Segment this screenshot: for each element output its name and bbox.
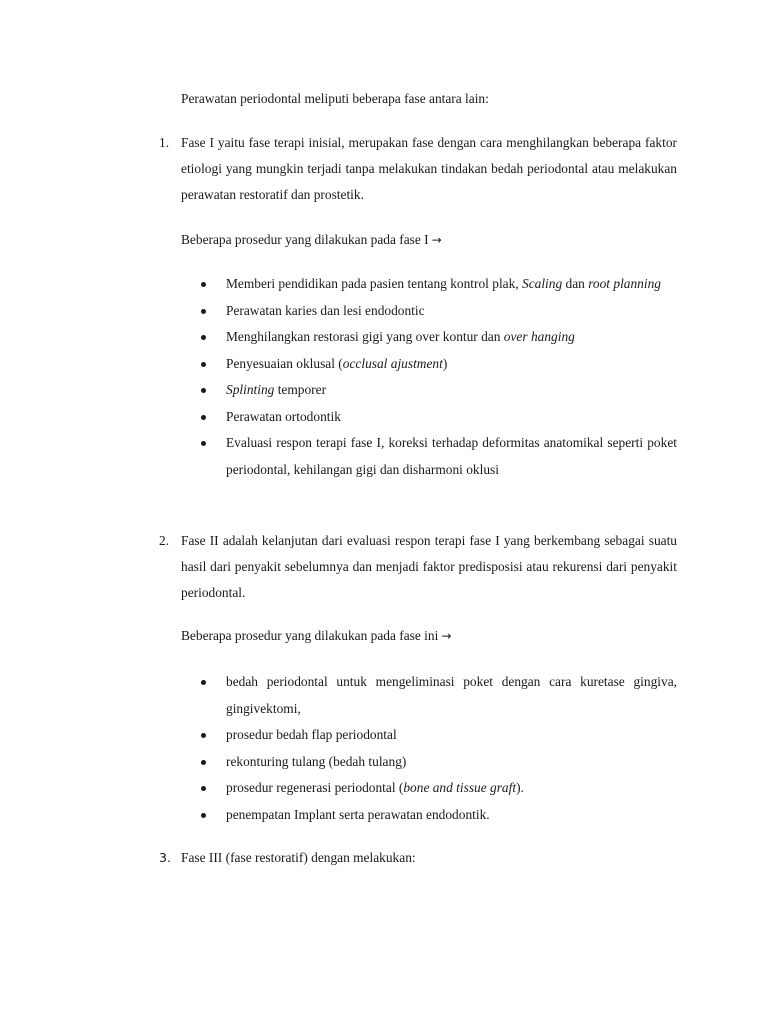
phase-2-text: Fase II adalah kelanjutan dari evaluasi respon terapi fase I yang berkembang sebagai suatu hasil dari penyakit sebelumnya dan menjadi faktor predisposisi atau rekurensi dari penyakit periodontal. (181, 533, 677, 600)
list-item-text: Perawatan karies dan lesi endodontic (226, 302, 425, 318)
list-item-text-part: Menghilangkan restorasi gigi yang over kontur dan (226, 329, 504, 344)
list-item-text (226, 324, 677, 351)
phase-1-procedures-text: Beberapa prosedur yang dilakukan pada fase I (181, 232, 429, 247)
list-item-text: Evaluasi respon terapi fase I, koreksi terhadap deformitas anatomikal seperti poket periodontal, kehilangan gigi dan disharmoni oklusi (226, 435, 677, 477)
list-item-text-part: Memberi pendidikan pada pasien tentang kontrol plak, (226, 276, 522, 291)
bullet-icon (201, 760, 206, 765)
list-item-text-part: dan (562, 276, 589, 291)
list-item (0, 404, 768, 431)
list-item-text-part: ) (442, 355, 448, 371)
list-item-text (226, 775, 677, 802)
list-item (0, 377, 768, 404)
right-arrow-icon: → (441, 629, 452, 643)
bullet-icon (201, 680, 206, 685)
list-item-text (226, 377, 677, 404)
phase-3-number: 3. (159, 850, 171, 865)
list-item-text: prosedur bedah flap periodontal (226, 727, 397, 742)
list-item-text-part: ). (516, 780, 524, 795)
list-item-italic-text: over hanging (503, 329, 575, 344)
list-item-text: Perawatan ortodontik (226, 408, 341, 424)
list-item-text: penempatan Implant serta perawatan endodontik. (226, 806, 490, 822)
phase-2-number: 2. (159, 533, 170, 548)
list-item-text (226, 351, 677, 378)
phase-2-procedure-list (0, 669, 768, 828)
list-item (0, 749, 768, 776)
list-item (0, 324, 768, 351)
bullet-icon (201, 335, 206, 340)
list-item (0, 271, 768, 298)
bullet-icon (201, 362, 206, 367)
bullet-icon (201, 309, 206, 314)
bullet-icon (201, 786, 206, 791)
list-item (0, 722, 768, 749)
list-item-text-part: prosedur regenerasi periodontal ( (226, 780, 404, 795)
intro-text: Perawatan periodontal meliputi beberapa fase antara lain: (181, 91, 489, 106)
list-item-text: rekonturing tulang (bedah tulang) (226, 753, 407, 769)
list-item (0, 298, 768, 325)
list-item-italic-text: bone and tissue graft (403, 780, 517, 795)
bullet-icon (201, 282, 206, 287)
list-item-italic-text: Splinting (226, 382, 275, 397)
phase-2-procedures-text: Beberapa prosedur yang dilakukan pada fase ini (181, 628, 439, 643)
list-item-italic-text: Scaling (522, 276, 563, 291)
phase-1-procedures-label (181, 230, 442, 250)
bullet-icon (201, 388, 206, 393)
list-item-text: bedah periodontal untuk mengeliminasi poket dengan cara kuretase gingiva, gingivektomi, (226, 674, 677, 716)
right-arrow-icon: → (431, 233, 442, 247)
phase-3-text: Fase III (fase restoratif) dengan melakukan: (181, 850, 416, 865)
phase-1-text: Fase I yaitu fase terapi inisial, merupakan fase dengan cara menghilangkan beberapa faktor etiologi yang mungkin terjadi tanpa melakukan tindakan bedah periodontal atau melakukan perawatan restoratif dan prostetik. (181, 135, 677, 202)
phase-2-procedures-label (181, 626, 451, 646)
bullet-icon (201, 813, 206, 818)
bullet-icon (201, 733, 206, 738)
bullet-icon (201, 415, 206, 420)
list-item-italic-text: occlusal ajustment (342, 355, 443, 371)
list-item (0, 802, 768, 829)
list-item (0, 430, 768, 483)
list-item-text-part: temporer (274, 382, 327, 397)
phase-1-procedure-list (0, 271, 768, 483)
phase-1-number: 1. (159, 135, 170, 150)
bullet-icon (201, 441, 206, 446)
list-item (0, 669, 768, 722)
list-item (0, 775, 768, 802)
list-item-text (226, 271, 677, 298)
list-item-text-part: Penyesuaian oklusal ( (226, 355, 343, 371)
list-item (0, 351, 768, 378)
list-item-italic-text: root planning (588, 276, 661, 291)
